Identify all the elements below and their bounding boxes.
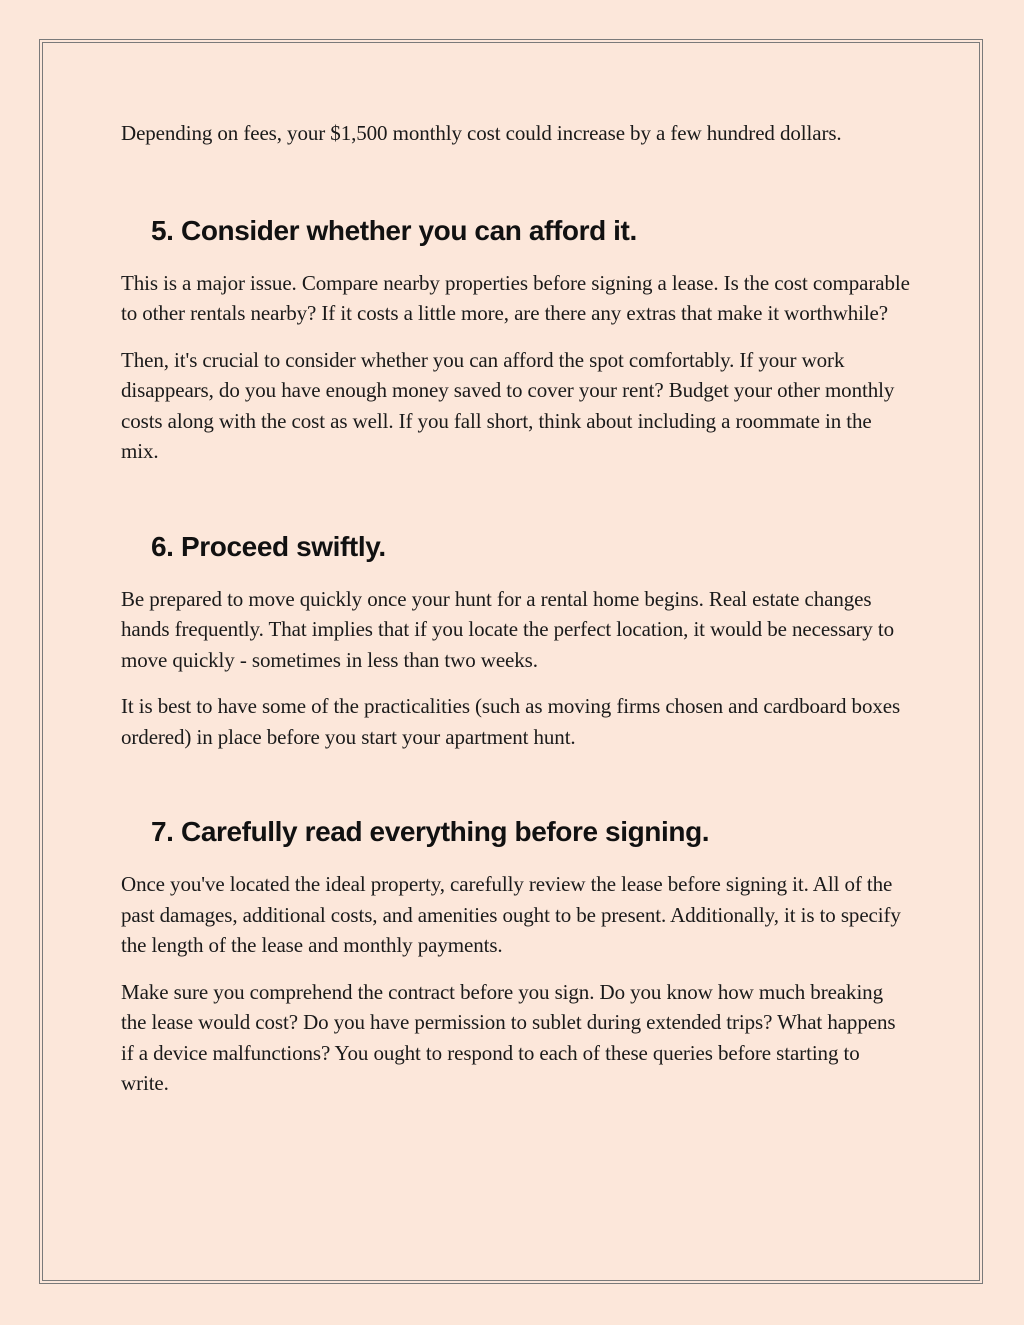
section-6-paragraph-1: Be prepared to move quickly once your hunt for a rental home begins. Real estate changes hands frequently. That implies that if you locate the perfect location, it would be necessary to move quickly - sometimes in less than two weeks. [121,586,894,672]
section-5-title: Consider whether you can afford it. [181,214,637,246]
section-6-title: Proceed swiftly. [181,530,386,562]
section-6-number: 6. [151,530,174,562]
section-7-paragraph-2: Make sure you comprehend the contract before you sign. Do you know how much breaking the lease would cost? Do you have permission to sublet during extended trips? What happens if a device malfunctions? You ought to respond to each of these queries before starting to write. [121,979,896,1095]
section-6-heading [121,531,911,563]
section-7-heading [121,816,911,848]
section-5-number: 5. [151,214,174,246]
section-7-title: Carefully read everything before signing. [181,816,710,847]
section-5-paragraph-2: Then, it's crucial to consider whether you can afford the spot comfortably. If your work disappears, do you have enough money saved to cover your rent? Budget your other monthly costs along with the cost as well. If you fall short, think about including a roommate in the mix. [121,347,895,463]
section-5-paragraph-1: This is a major issue. Compare nearby properties before signing a lease. Is the cost comparable to other rentals nearby? If it costs a little more, are there any extras that make it worthwhile? [121,270,910,325]
intro-paragraph: Depending on fees, your $1,500 monthly cost could increase by a few hundred dollars. [121,121,842,145]
section-5-heading [121,215,911,247]
section-7-paragraph-1: Once you've located the ideal property, carefully review the lease before signing it. All of the past damages, additional costs, and amenities ought to be present. Additionally, it is to specify the length of the lease and monthly payments. [121,872,901,957]
section-6-paragraph-2: It is best to have some of the practicalities (such as moving firms chosen and cardboard boxes ordered) in place before you start your apartment hunt. [121,694,901,749]
document-content [121,118,911,1099]
section-7-number: 7. [151,816,174,847]
